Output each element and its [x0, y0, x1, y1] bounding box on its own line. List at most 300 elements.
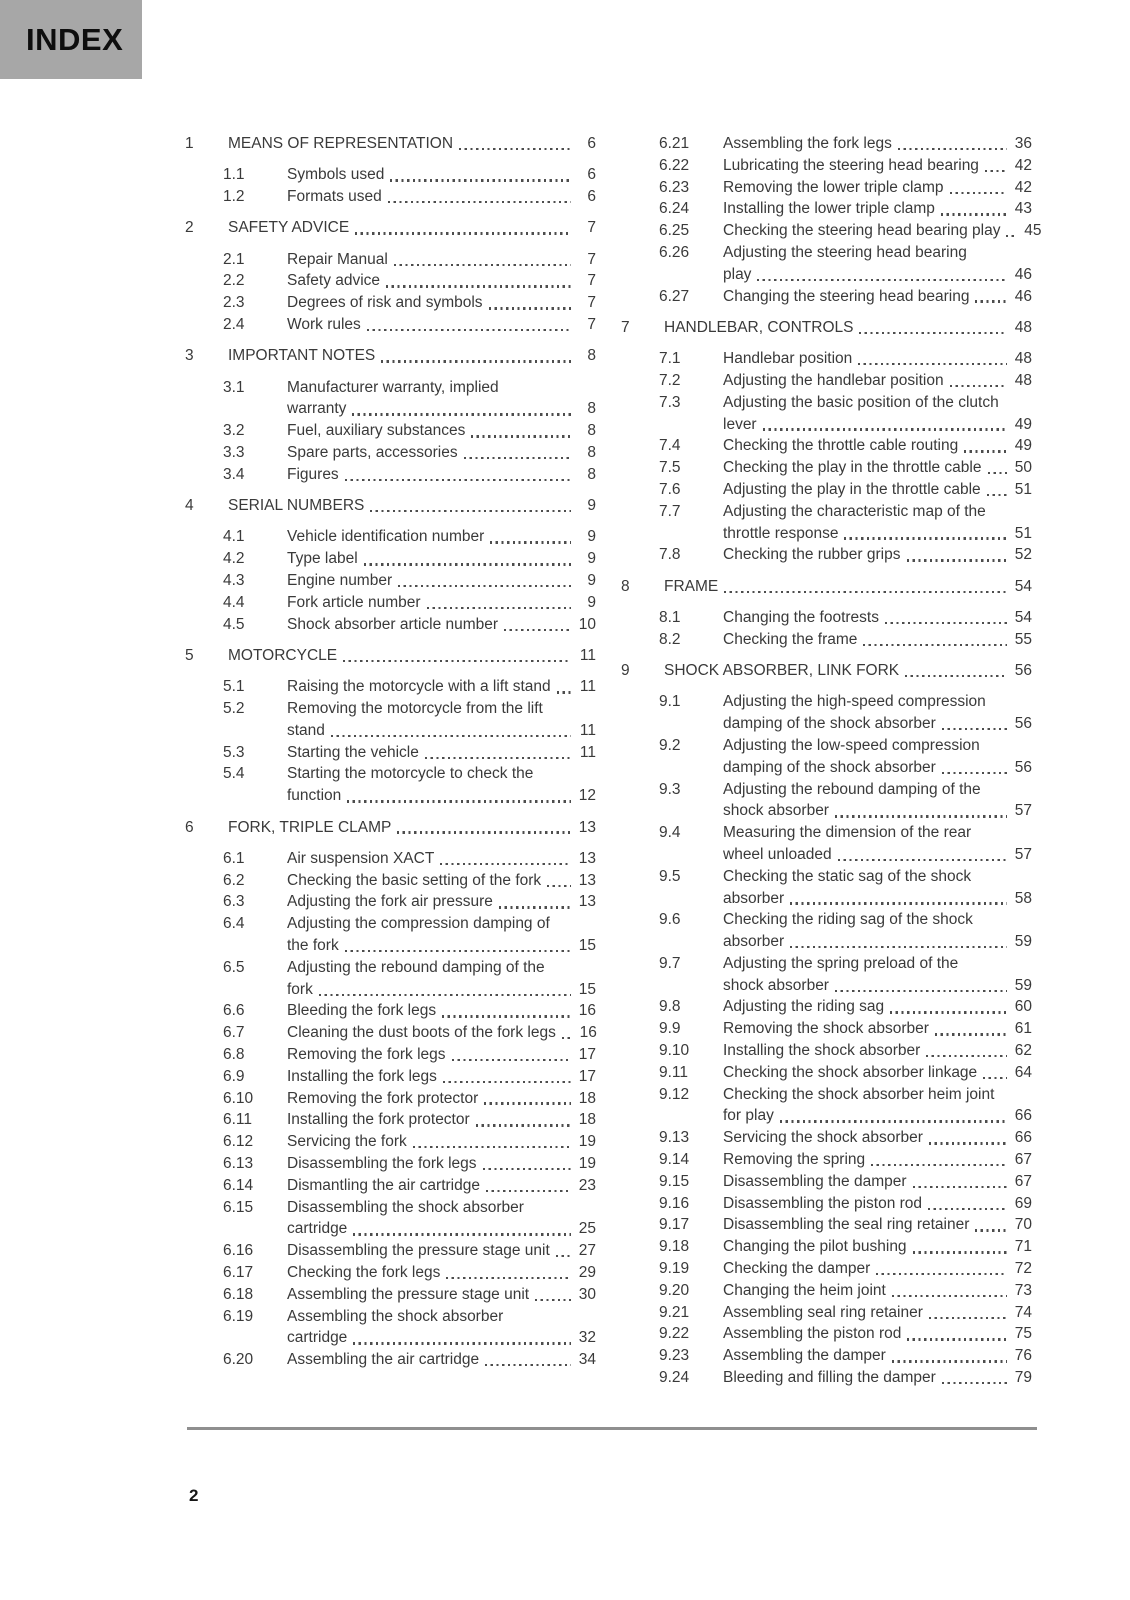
entry-page-number: 9	[587, 550, 596, 568]
entry-last-line	[723, 975, 1032, 997]
chapter-page-number: 56	[1014, 662, 1032, 680]
entry-number: 9.24	[659, 1369, 690, 1387]
entry-last-line	[287, 1044, 596, 1066]
dot-leader	[950, 385, 1007, 387]
entry-title: Symbols used	[287, 166, 385, 184]
entry-page-number: 79	[1014, 1369, 1032, 1387]
entry-page-number: 10	[578, 615, 596, 633]
dot-leader	[859, 332, 1007, 334]
toc-entry-row	[185, 1000, 596, 1022]
footer-divider	[187, 1427, 1037, 1430]
entry-last-line	[723, 348, 1032, 370]
entry-title: Installing the shock absorber	[723, 1042, 921, 1060]
entry-number: 6.21	[659, 135, 690, 152]
toc-chapter-row	[185, 217, 596, 239]
toc-entry-row	[185, 1022, 596, 1044]
entry-body	[287, 570, 596, 592]
entry-last-line	[723, 1127, 1032, 1149]
entry-title: Adjusting the characteristic map of the	[723, 502, 986, 520]
dot-leader	[388, 201, 571, 203]
entry-page-number: 6	[587, 166, 596, 184]
entry-title: Assembling seal ring retainer	[723, 1303, 923, 1321]
entry-title: Air suspension XACT	[287, 849, 435, 867]
toc-entry-row	[621, 155, 1032, 177]
entry-last-line	[723, 1171, 1032, 1193]
entry-number: 6.20	[223, 1351, 254, 1369]
entry-number: 9.5	[659, 867, 681, 885]
entry-page-number: 49	[1014, 437, 1032, 455]
entry-page-number: 9	[587, 572, 596, 590]
entry-page-number: 58	[1014, 889, 1032, 907]
entry-last-line	[287, 935, 596, 957]
entry-body	[287, 1175, 596, 1197]
entry-number: 6.18	[223, 1285, 254, 1303]
entry-page-number: 72	[1014, 1260, 1032, 1278]
toc-entry-row	[621, 1236, 1032, 1258]
entry-number: 6.16	[223, 1242, 254, 1260]
entry-last-line	[287, 314, 596, 336]
entry-page-number: 61	[1014, 1020, 1032, 1038]
entry-number: 9.6	[659, 911, 681, 929]
entry-page-number: 18	[578, 1089, 596, 1107]
entry-page-number: 74	[1014, 1303, 1032, 1321]
entry-page-number: 48	[1014, 350, 1032, 368]
entry-page-number: 7	[587, 316, 596, 334]
entry-title-continuation: cartridge	[287, 1220, 348, 1238]
toc-entry-row	[185, 186, 596, 208]
dot-leader	[370, 510, 571, 512]
entry-number: 3.2	[223, 422, 245, 440]
entry-title: Fuel, auxiliary substances	[287, 422, 466, 440]
entry-page-number: 64	[1014, 1063, 1032, 1081]
toc-entry-row	[621, 996, 1032, 1018]
entry-page-number: 50	[1014, 459, 1032, 477]
chapter-page-number: 11	[579, 646, 596, 664]
entry-body	[723, 392, 1032, 436]
entry-title: Removing the motorcycle from the lift	[287, 700, 543, 718]
entry-last-line	[723, 1193, 1032, 1215]
entry-title: Checking the damper	[723, 1260, 871, 1278]
toc-entry-row	[621, 607, 1032, 629]
entry-body	[723, 1062, 1032, 1084]
entry-title-continuation: for play	[723, 1107, 774, 1125]
entry-page-number: 15	[578, 980, 596, 998]
entry-title: Assembling the damper	[723, 1347, 886, 1365]
entry-title-continuation: absorber	[723, 889, 785, 907]
toc-entry-row	[185, 249, 596, 271]
index-header	[0, 0, 142, 79]
entry-number: 7.7	[659, 502, 681, 520]
toc-entry-row	[621, 1258, 1032, 1280]
entry-page-number: 49	[1014, 415, 1032, 433]
entry-page-number: 19	[578, 1154, 596, 1172]
entry-number: 6.11	[223, 1111, 253, 1129]
entry-title-continuation: shock absorber	[723, 802, 829, 820]
entry-number: 3.1	[223, 378, 245, 396]
entry-last-line	[723, 629, 1032, 651]
dot-leader	[913, 1186, 1007, 1188]
toc-entry-row	[621, 435, 1032, 457]
entry-number: 6.25	[659, 222, 690, 240]
dot-leader	[353, 1342, 571, 1344]
dot-leader	[483, 1168, 571, 1170]
entry-number: 9.18	[659, 1238, 690, 1256]
entry-body	[287, 314, 596, 336]
toc-entry-row	[621, 822, 1032, 866]
dot-leader	[898, 148, 1007, 150]
entry-body	[287, 870, 596, 892]
entry-last-line	[723, 155, 1032, 177]
entry-body	[723, 1236, 1032, 1258]
entry-title: Checking the fork legs	[287, 1263, 441, 1281]
dot-leader	[535, 1299, 571, 1301]
entry-title-continuation: warranty	[287, 400, 347, 418]
entry-last-line	[287, 870, 596, 892]
entry-body	[723, 909, 1032, 953]
entry-title: Disassembling the seal ring retainer	[723, 1216, 970, 1234]
entry-page-number: 46	[1014, 287, 1032, 305]
entry-title: Adjusting the low-speed compression	[723, 736, 980, 754]
toc-entry-row	[621, 735, 1032, 779]
chapter-page-number: 54	[1014, 577, 1032, 595]
entry-number: 9.1	[659, 693, 681, 711]
toc-entry-row	[621, 629, 1032, 651]
toc-entry-row	[185, 1066, 596, 1088]
entry-body	[723, 435, 1032, 457]
entry-last-line	[723, 713, 1032, 735]
entry-number: 5.1	[223, 678, 245, 696]
entry-page-number: 13	[578, 871, 596, 889]
chapter-number: 1	[185, 135, 194, 152]
toc-entry-row	[621, 866, 1032, 910]
toc-entry-row	[621, 286, 1032, 308]
chapter-title: SAFETY ADVICE	[228, 219, 350, 237]
chapter-page-number: 9	[587, 497, 596, 515]
entry-last-line	[723, 1149, 1032, 1171]
entry-last-line	[287, 526, 596, 548]
entry-body	[287, 1197, 596, 1241]
toc-entry-row	[185, 442, 596, 464]
toc-column	[621, 133, 1042, 1389]
entry-last-line	[287, 614, 596, 636]
entry-page-number: 66	[1014, 1107, 1032, 1125]
entry-last-line	[287, 1240, 596, 1262]
entry-title: Adjusting the rebound damping of the	[723, 780, 981, 798]
entry-page-number: 51	[1014, 480, 1032, 498]
toc-entry-row	[621, 1280, 1032, 1302]
dot-leader	[763, 428, 1007, 430]
toc-entry-row	[621, 779, 1032, 823]
entry-body	[723, 479, 1032, 501]
dot-leader	[975, 300, 1007, 302]
entry-body	[723, 996, 1032, 1018]
entry-last-line	[287, 676, 596, 698]
entry-title: Checking the shock absorber heim joint	[723, 1085, 995, 1103]
toc-entry-row	[621, 220, 1042, 242]
entry-last-line	[287, 420, 596, 442]
entry-number: 6.10	[223, 1089, 254, 1107]
dot-leader	[381, 360, 571, 362]
entry-body	[723, 1193, 1032, 1215]
entry-last-line	[287, 1175, 596, 1197]
dot-leader	[390, 179, 571, 181]
entry-body	[723, 1345, 1032, 1367]
toc-entry-row	[621, 691, 1032, 735]
entry-page-number: 71	[1014, 1238, 1032, 1256]
dot-leader	[724, 591, 1007, 593]
dot-leader	[398, 585, 571, 587]
entry-last-line	[723, 607, 1032, 629]
entry-title: Changing the steering head bearing	[723, 287, 970, 305]
entry-last-line	[287, 442, 596, 464]
dot-leader	[790, 902, 1007, 904]
entry-body	[723, 1214, 1032, 1236]
dot-leader	[942, 1382, 1007, 1384]
toc-entry-row	[185, 763, 596, 807]
chapter-number: 8	[621, 577, 630, 595]
entry-page-number: 67	[1014, 1172, 1032, 1190]
entry-body	[287, 1262, 596, 1284]
entry-page-number: 11	[579, 721, 596, 739]
entry-page-number: 59	[1014, 976, 1032, 994]
entry-page-number: 32	[578, 1329, 596, 1347]
entry-page-number: 55	[1014, 630, 1032, 648]
entry-last-line	[723, 414, 1032, 436]
dot-leader	[876, 1273, 1007, 1275]
entry-body	[287, 249, 596, 271]
entry-number: 6.5	[223, 958, 245, 976]
dot-leader	[440, 863, 571, 865]
toc-entry-row	[621, 1367, 1032, 1389]
entry-title-continuation: shock absorber	[723, 976, 829, 994]
entry-body	[287, 592, 596, 614]
dot-leader	[983, 1077, 1007, 1079]
toc-entry-row	[621, 1149, 1032, 1171]
entry-number: 9.15	[659, 1172, 690, 1190]
dot-leader	[347, 800, 571, 802]
entry-title: Adjusting the steering head bearing	[723, 243, 967, 261]
entry-page-number: 66	[1014, 1129, 1032, 1147]
entry-last-line	[723, 479, 1032, 501]
entry-page-number: 6	[587, 188, 596, 206]
entry-title: Checking the basic setting of the fork	[287, 871, 542, 889]
chapter-number: 9	[621, 662, 630, 680]
dot-leader	[835, 815, 1007, 817]
entry-last-line	[723, 844, 1032, 866]
chapter-title: SERIAL NUMBERS	[228, 497, 365, 515]
entry-body	[287, 1000, 596, 1022]
entry-body	[287, 464, 596, 486]
entry-number: 6.8	[223, 1045, 245, 1063]
entry-body	[287, 913, 596, 957]
toc-entry-row	[621, 1345, 1032, 1367]
entry-last-line	[287, 186, 596, 208]
toc-entry-row	[185, 698, 596, 742]
entry-number: 6.14	[223, 1176, 254, 1194]
entry-title: Checking the shock absorber linkage	[723, 1063, 978, 1081]
entry-body	[287, 1022, 596, 1044]
entry-page-number: 62	[1014, 1042, 1032, 1060]
entry-number: 9.12	[659, 1085, 690, 1103]
entry-body	[287, 1240, 596, 1262]
dot-leader	[905, 675, 1007, 677]
entry-number: 9.7	[659, 954, 681, 972]
toc-chapter-row	[185, 495, 596, 517]
entry-last-line	[287, 1000, 596, 1022]
entry-page-number: 27	[578, 1242, 596, 1260]
entry-body	[287, 742, 596, 764]
entry-body	[723, 1302, 1032, 1324]
entry-body	[287, 1044, 596, 1066]
entry-body	[723, 1280, 1032, 1302]
dot-leader	[892, 1295, 1007, 1297]
entry-number: 2.3	[223, 294, 245, 312]
dot-leader	[858, 363, 1007, 365]
entry-body	[723, 1084, 1032, 1128]
dot-leader	[929, 1317, 1007, 1319]
dot-leader	[353, 1233, 571, 1235]
dot-leader	[885, 622, 1007, 624]
entry-body	[723, 544, 1032, 566]
entry-page-number: 70	[1014, 1216, 1032, 1234]
toc-entry-row	[185, 676, 596, 698]
entry-number: 6.6	[223, 1002, 245, 1020]
entry-last-line	[287, 548, 596, 570]
toc-entry-row	[621, 370, 1032, 392]
toc-entry-row	[621, 1127, 1032, 1149]
entry-page-number: 60	[1014, 998, 1032, 1016]
entry-title: Degrees of risk and symbols	[287, 294, 483, 312]
dot-leader	[319, 994, 571, 996]
toc-entry-row	[185, 614, 596, 636]
toc-chapter-row	[621, 660, 1032, 682]
entry-page-number: 19	[578, 1133, 596, 1151]
entry-page-number: 7	[587, 294, 596, 312]
entry-page-number: 7	[587, 250, 596, 268]
entry-title: Work rules	[287, 316, 361, 334]
entry-last-line	[723, 220, 1042, 242]
entry-page-number: 9	[587, 528, 596, 546]
entry-last-line	[723, 435, 1032, 457]
entry-number: 3.3	[223, 444, 245, 462]
toc-entry-row	[621, 953, 1032, 997]
toc-entry-row	[185, 1109, 596, 1131]
toc-entry-row	[185, 270, 596, 292]
entry-last-line	[287, 979, 596, 1001]
entry-title: Removing the spring	[723, 1151, 866, 1169]
entry-title-continuation: cartridge	[287, 1329, 348, 1347]
entry-number: 9.23	[659, 1347, 690, 1365]
toc-entry-row	[621, 1193, 1032, 1215]
entry-page-number: 16	[579, 1024, 597, 1042]
entry-last-line	[723, 1258, 1032, 1280]
dot-leader	[413, 1146, 571, 1148]
entry-number: 6.22	[659, 156, 690, 174]
toc-entry-row	[185, 1088, 596, 1110]
entry-body	[723, 1127, 1032, 1149]
dot-leader	[547, 885, 571, 887]
entry-body	[287, 186, 596, 208]
entry-title: Disassembling the fork legs	[287, 1154, 477, 1172]
dot-leader	[397, 831, 571, 833]
dot-leader	[929, 1142, 1007, 1144]
entry-body	[287, 548, 596, 570]
dot-leader	[386, 285, 571, 287]
entry-body	[723, 1323, 1032, 1345]
entry-page-number: 18	[578, 1111, 596, 1129]
toc-entry-row	[185, 1175, 596, 1197]
toc-entry-row	[621, 479, 1032, 501]
entry-last-line	[723, 1062, 1032, 1084]
entry-title: Type label	[287, 550, 358, 568]
entry-number: 9.14	[659, 1151, 690, 1169]
dot-leader	[471, 435, 571, 437]
entry-title: Assembling the fork legs	[723, 135, 892, 152]
page-number: 2	[189, 1486, 199, 1505]
entry-number: 9.13	[659, 1129, 690, 1147]
entry-number: 7.2	[659, 371, 681, 389]
entry-number: 9.3	[659, 780, 681, 798]
entry-number: 5.3	[223, 743, 245, 761]
entry-title-continuation: fork	[287, 980, 313, 998]
entry-body	[287, 292, 596, 314]
entry-number: 9.21	[659, 1303, 690, 1321]
entry-last-line	[723, 523, 1032, 545]
entry-body	[723, 607, 1032, 629]
dot-leader	[352, 413, 571, 415]
chapter-title: IMPORTANT NOTES	[228, 347, 376, 365]
entry-last-line	[723, 888, 1032, 910]
entry-body	[287, 1088, 596, 1110]
entry-page-number: 51	[1014, 524, 1032, 542]
entry-title: Adjusting the play in the throttle cable	[723, 480, 981, 498]
entry-number: 6.9	[223, 1067, 245, 1085]
entry-page-number: 8	[587, 400, 596, 418]
toc-entry-row	[185, 1153, 596, 1175]
dot-leader	[485, 1364, 571, 1366]
entry-number: 9.17	[659, 1216, 690, 1234]
entry-number: 6.1	[223, 849, 245, 867]
toc-entry-row	[185, 1240, 596, 1262]
entry-last-line	[287, 1284, 596, 1306]
entry-last-line	[723, 1018, 1032, 1040]
entry-body	[723, 155, 1032, 177]
entry-body	[723, 242, 1032, 286]
entry-last-line	[723, 457, 1032, 479]
entry-body	[723, 1171, 1032, 1193]
dot-leader	[427, 607, 571, 609]
entry-last-line	[723, 1367, 1032, 1389]
entry-number: 2.2	[223, 272, 245, 290]
entry-body	[723, 629, 1032, 651]
entry-last-line	[287, 1327, 596, 1349]
entry-body	[287, 698, 596, 742]
entry-page-number: 42	[1014, 156, 1032, 174]
entry-last-line	[287, 1088, 596, 1110]
entry-title: Disassembling the pressure stage unit	[287, 1242, 550, 1260]
dot-leader	[446, 1277, 571, 1279]
entry-last-line	[723, 1105, 1032, 1127]
entry-body	[287, 676, 596, 698]
entry-title: Servicing the shock absorber	[723, 1129, 923, 1147]
toc-entry-row	[185, 420, 596, 442]
table-of-contents	[185, 133, 1042, 1389]
entry-last-line	[723, 800, 1032, 822]
entry-number: 3.4	[223, 465, 245, 483]
entry-last-line	[287, 1218, 596, 1240]
entry-title-continuation: the fork	[287, 937, 339, 954]
entry-page-number: 11	[579, 743, 596, 761]
